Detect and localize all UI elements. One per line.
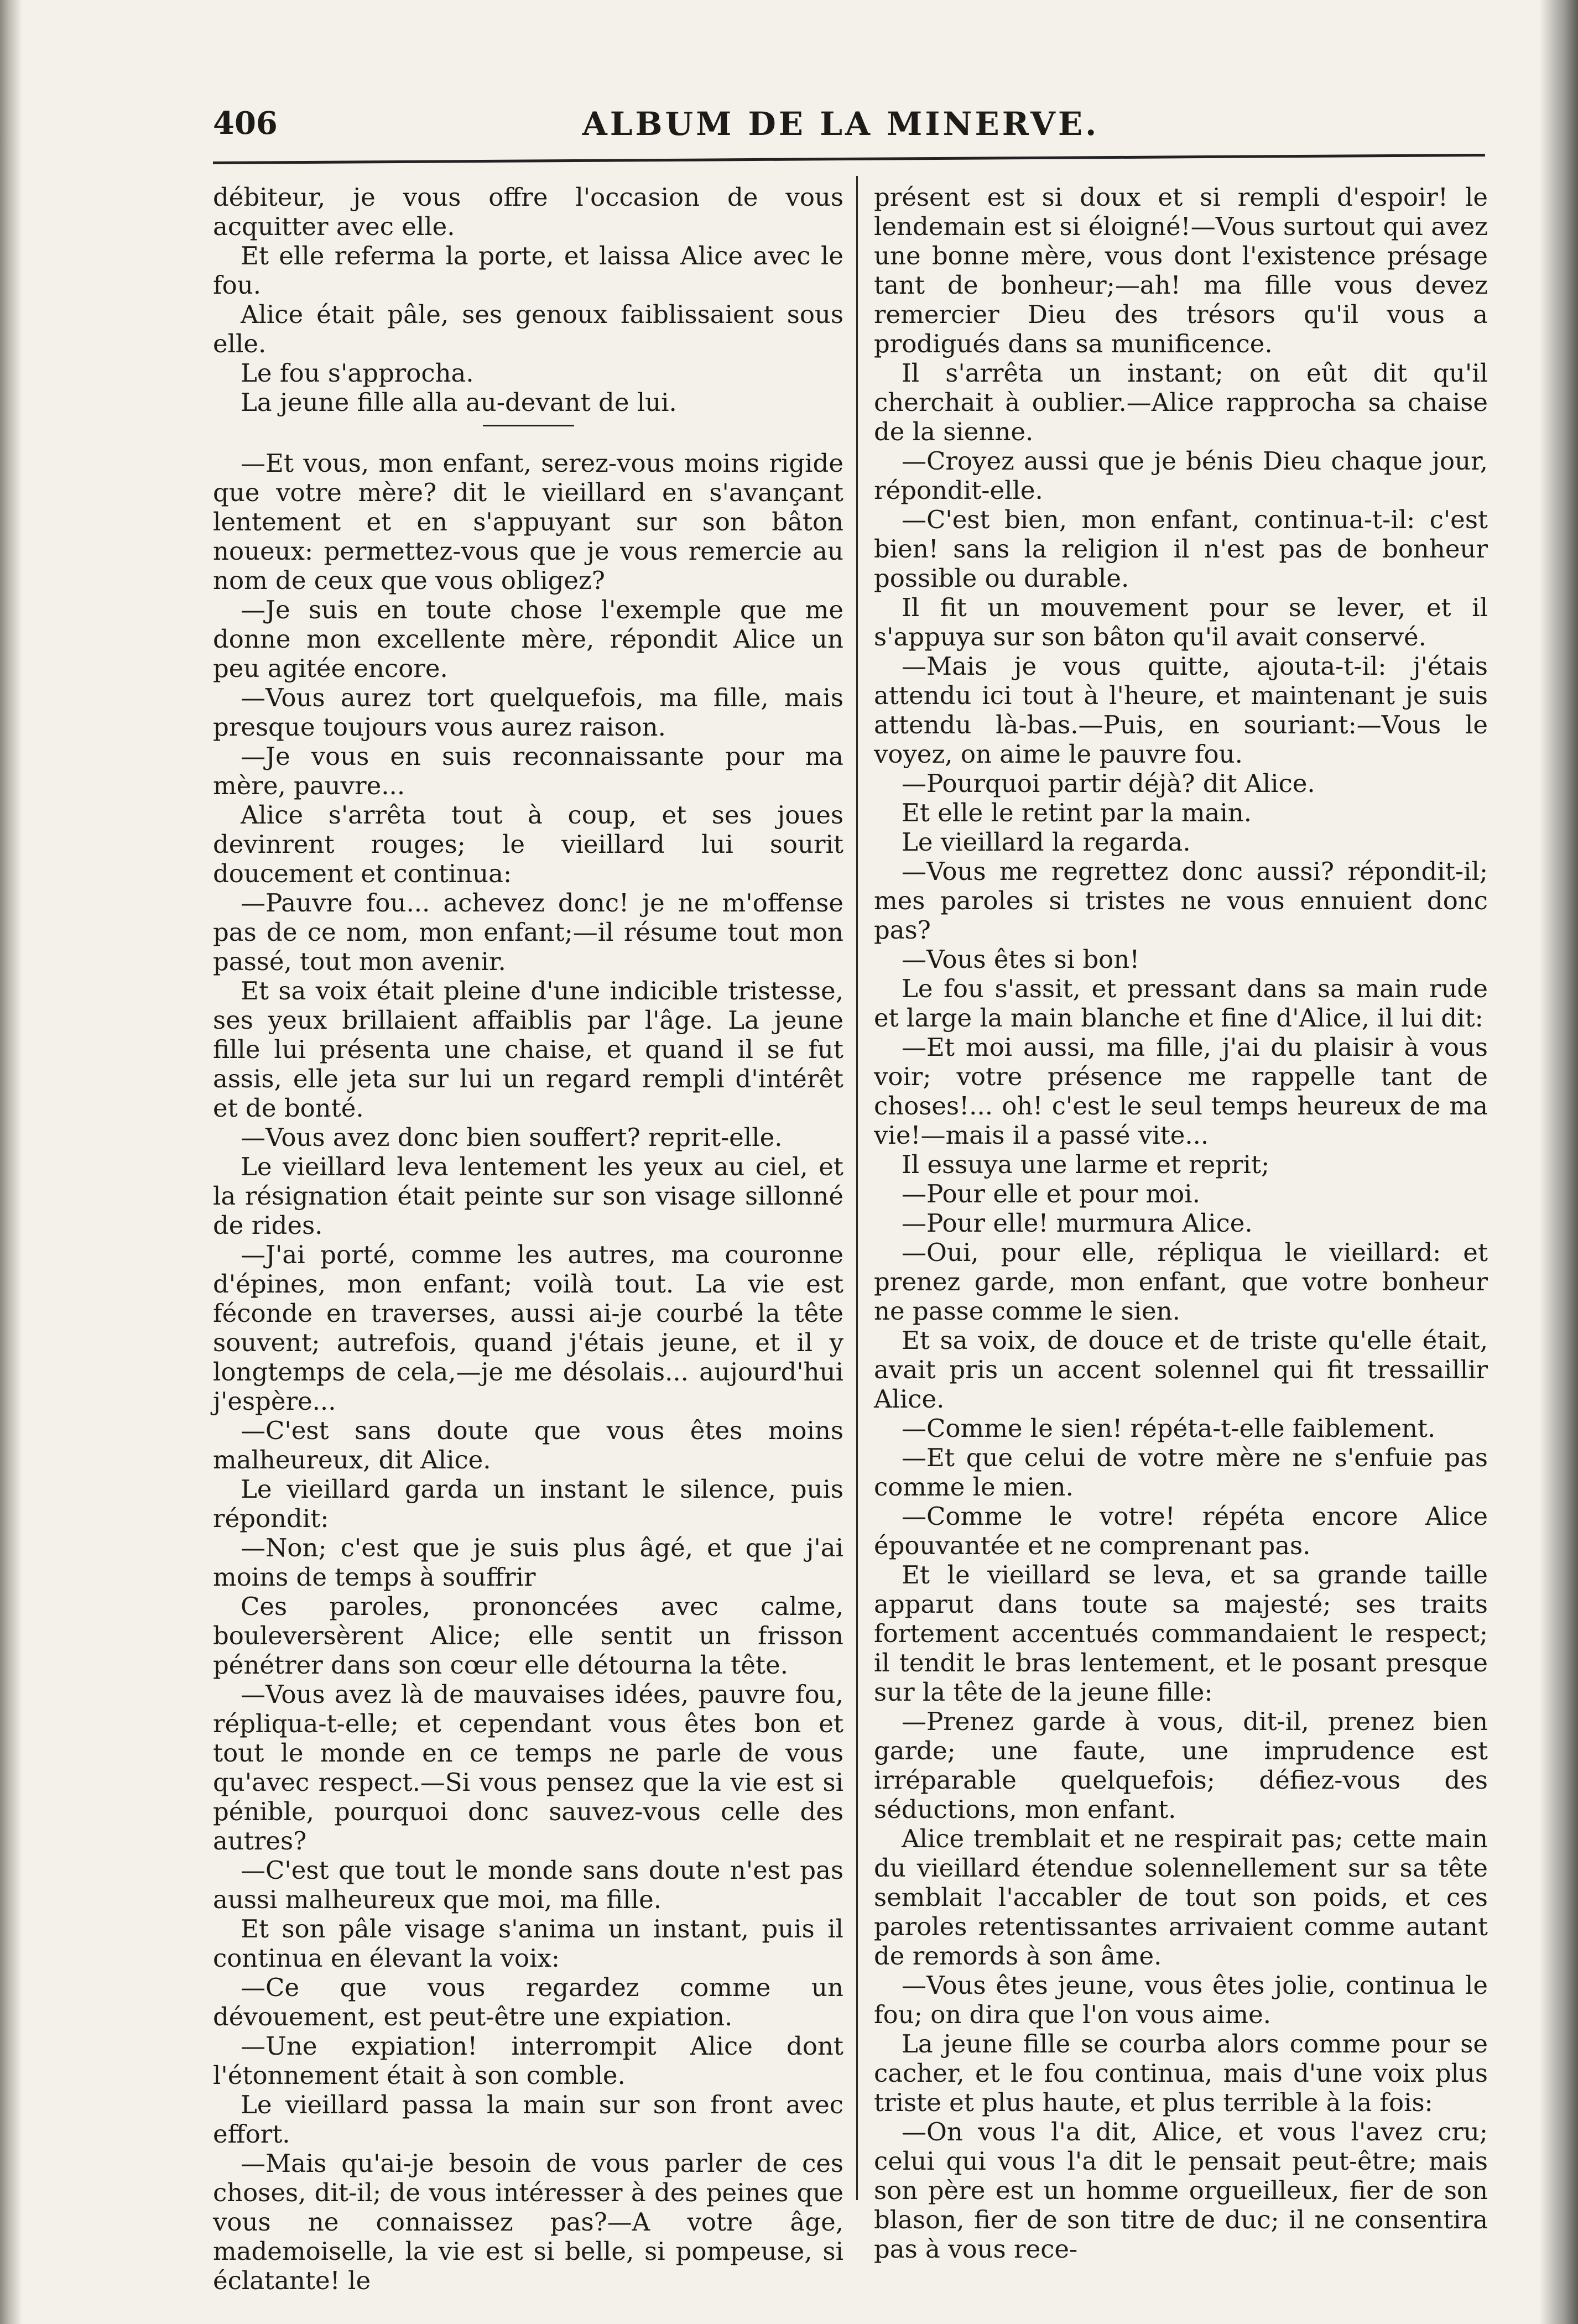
paragraph: —Ce que vous regardez comme un dévouement, est peut-être une expiation.	[213, 1973, 843, 2031]
paragraph: —Vous avez donc bien souffert? reprit-elle.	[241, 1123, 783, 1152]
paragraph: —Une expiation! interrompit Alice dont l'étonnement était à son comble.	[213, 2031, 843, 2090]
paragraph: —Non; c'est que je suis plus âgé, et que j'ai moins de temps à souffrir	[213, 1533, 843, 1592]
paragraph: présent est si doux et si rempli d'espoir! le lendemain est si éloigné!—Vous surtout qui avez une bonne mère, vous dont l'existence présage tant de bonheur;—ah! ma fille vous devez remercier Dieu des trésors qu'il vous a prodigués dans sa munificence.	[874, 183, 1488, 358]
paragraph: —C'est bien, mon enfant, continua-t-il: c'est bien! sans la religion il n'est pas de bonheur possible ou durable.	[874, 505, 1488, 593]
paragraph: Ces paroles, prononcées avec calme, bouleversèrent Alice; elle sentit un frisson pénétrer dans son cœur elle détourna la tête.	[213, 1592, 843, 1680]
left-column-opening	[213, 183, 843, 417]
left-column-dialogue	[213, 449, 843, 2295]
paragraph: Et sa voix était pleine d'une indicible tristesse, ses yeux brillaient affaiblis par l'âge. La jeune fille lui présenta une chaise, et quand il se fut assis, elle jeta sur lui un regard rempli d'intérêt et de bonté.	[213, 976, 843, 1123]
paragraph: Alice tremblait et ne respirait pas; cette main du vieillard étendue solennellement sur sa tête semblait l'accabler de tout son poids, et ces paroles retentissantes arrivaient comme autant de remords à son âme.	[874, 1824, 1488, 1971]
section-separator	[483, 425, 574, 426]
paragraph: —On vous l'a dit, Alice, et vous l'avez cru; celui qui vous l'a dit le pensait peut-être; mais son père est un homme orgueilleux, fier de son blason, fier de son titre de duc; il ne consentira pas à vous rece-	[874, 2117, 1488, 2264]
running-header	[213, 105, 1468, 155]
paragraph: La jeune fille se courba alors comme pour se cacher, et le fou continua, mais d'une voix plus triste et plus haute, et plus terrible à la fois:	[874, 2029, 1488, 2117]
paragraph: Il fit un mouvement pour se lever, et il s'appuya sur son bâton qu'il avait conservé.	[874, 593, 1488, 652]
paragraph: Et son pâle visage s'anima un instant, puis il continua en élevant la voix:	[213, 1914, 843, 1973]
right-column	[874, 183, 1488, 2264]
paragraph: Le fou s'assit, et pressant dans sa main rude et large la main blanche et fine d'Alice, il lui dit:	[874, 974, 1488, 1033]
paragraph: —Pourquoi partir déjà? dit Alice.	[902, 769, 1315, 798]
paragraph: —Pauvre fou... achevez donc! je ne m'offense pas de ce nom, mon enfant;—il résume tout mon passé, tout mon avenir.	[213, 888, 843, 976]
paragraph: Alice s'arrêta tout à coup, et ses joues devinrent rouges; le vieillard lui sourit doucement et continua:	[213, 800, 843, 888]
paragraph: —Prenez garde à vous, dit-il, prenez bien garde; une faute, une imprudence est irréparable quelquefois; défiez-vous des séductions, mon enfant.	[874, 1707, 1488, 1824]
paragraph: —Vous aurez tort quelquefois, ma fille, mais presque toujours vous aurez raison.	[213, 683, 843, 742]
paragraph: —Comme le votre! répéta encore Alice épouvantée et ne comprenant pas.	[874, 1502, 1488, 1560]
paragraph: —Je suis en toute chose l'exemple que me donne mon excellente mère, répondit Alice un peu agitée encore.	[213, 595, 843, 683]
paragraph: Alice était pâle, ses genoux faiblissaient sous elle.	[213, 300, 843, 358]
paragraph: —Mais je vous quitte, ajouta-t-il: j'étais attendu ici tout à l'heure, et maintenant je suis attendu là-bas.—Puis, en souriant:—Vous le voyez, on aime le pauvre fou.	[874, 652, 1488, 769]
paragraph: Le vieillard la regarda.	[902, 827, 1191, 857]
paragraph: Le fou s'approcha.	[241, 358, 474, 388]
header-rule	[213, 154, 1485, 164]
paragraph: —Pour elle! murmura Alice.	[902, 1208, 1253, 1238]
page-number: 406	[213, 105, 278, 142]
running-title: ALBUM DE LA MINERVE.	[582, 105, 1100, 143]
binding-edge-left	[0, 0, 22, 2324]
column-divider	[856, 176, 858, 2200]
paragraph: Il s'arrêta un instant; on eût dit qu'il cherchait à oublier.—Alice rapprocha sa chaise de la sienne.	[874, 358, 1488, 446]
right-column-dialogue	[874, 183, 1488, 2264]
paragraph: —J'ai porté, comme les autres, ma couronne d'épines, mon enfant; voilà tout. La vie est féconde en traverses, aussi ai-je courbé la tête souvent; autrefois, quand j'étais jeune, et il y longtemps de cela,—je me désolais... aujourd'hui j'espère...	[213, 1240, 843, 1416]
paragraph: Et elle referma la porte, et laissa Alice avec le fou.	[213, 241, 843, 300]
paragraph: —Vous avez là de mauvaises idées, pauvre fou, répliqua-t-elle; et cependant vous êtes bon et tout le monde en ce temps ne parle de vous qu'avec respect.—Si vous pensez que la vie est si pénible, pourquoi donc sauvez-vous celle des autres?	[213, 1680, 843, 1856]
paragraph: La jeune fille alla au-devant de lui.	[241, 388, 677, 417]
paragraph: —C'est que tout le monde sans doute n'est pas aussi malheureux que moi, ma fille.	[213, 1856, 843, 1914]
paragraph: Et le vieillard se leva, et sa grande taille apparut dans toute sa majesté; ses traits fortement accentués commandaient le respect; il tendit le bras lentement, et le posant presque sur la tête de la jeune fille:	[874, 1560, 1488, 1707]
paragraph: —Mais qu'ai-je besoin de vous parler de ces choses, dit-il; de vous intéresser à des peines que vous ne connaissez pas?—A votre âge, mademoiselle, la vie est si belle, si pompeuse, si éclatante! le	[213, 2149, 843, 2295]
paragraph: —Croyez aussi que je bénis Dieu chaque jour, répondit-elle.	[874, 446, 1488, 505]
paragraph: —Et que celui de votre mère ne s'enfuie pas comme le mien.	[874, 1443, 1488, 1502]
paragraph: —Et moi aussi, ma fille, j'ai du plaisir à vous voir; votre présence me rappelle tant de choses!... oh! c'est le seul temps heureux de ma vie!—mais il a passé vite...	[874, 1033, 1488, 1150]
paragraph: Le vieillard leva lentement les yeux au ciel, et la résignation était peinte sur son visage sillonné de rides.	[213, 1152, 843, 1240]
paragraph: —Comme le sien! répéta-t-elle faiblement.	[902, 1414, 1436, 1443]
page-edge-right	[1539, 0, 1578, 2324]
paragraph: —Pour elle et pour moi.	[902, 1179, 1200, 1208]
paragraph: Le vieillard garda un instant le silence, puis répondit:	[213, 1474, 843, 1533]
paragraph: —Vous êtes si bon!	[902, 945, 1140, 974]
paragraph: Et elle le retint par la main.	[902, 798, 1252, 827]
paragraph: —Oui, pour elle, répliqua le vieillard: et prenez garde, mon enfant, que votre bonheur ne passe comme le sien.	[874, 1238, 1488, 1326]
paragraph: Le vieillard passa la main sur son front avec effort.	[213, 2090, 843, 2149]
paragraph: —Vous êtes jeune, vous êtes jolie, continua le fou; on dira que l'on vous aime.	[874, 1971, 1488, 2029]
paragraph: débiteur, je vous offre l'occasion de vous acquitter avec elle.	[213, 183, 843, 241]
left-column	[213, 183, 843, 2295]
paragraph: —C'est sans doute que vous êtes moins malheureux, dit Alice.	[213, 1416, 843, 1474]
paragraph: —Et vous, mon enfant, serez-vous moins rigide que votre mère? dit le vieillard en s'avançant lentement et en s'appuyant sur son bâton noueux: permettez-vous que je vous remercie au nom de ceux que vous obligez?	[213, 449, 843, 595]
paragraph: —Vous me regrettez donc aussi? répondit-il; mes paroles si tristes ne vous ennuient donc pas?	[874, 857, 1488, 945]
paragraph: Et sa voix, de douce et de triste qu'elle était, avait pris un accent solennel qui fit tressaillir Alice.	[874, 1326, 1488, 1414]
paragraph: Il essuya une larme et reprit;	[902, 1150, 1270, 1179]
paragraph: —Je vous en suis reconnaissante pour ma mère, pauvre...	[213, 742, 843, 800]
